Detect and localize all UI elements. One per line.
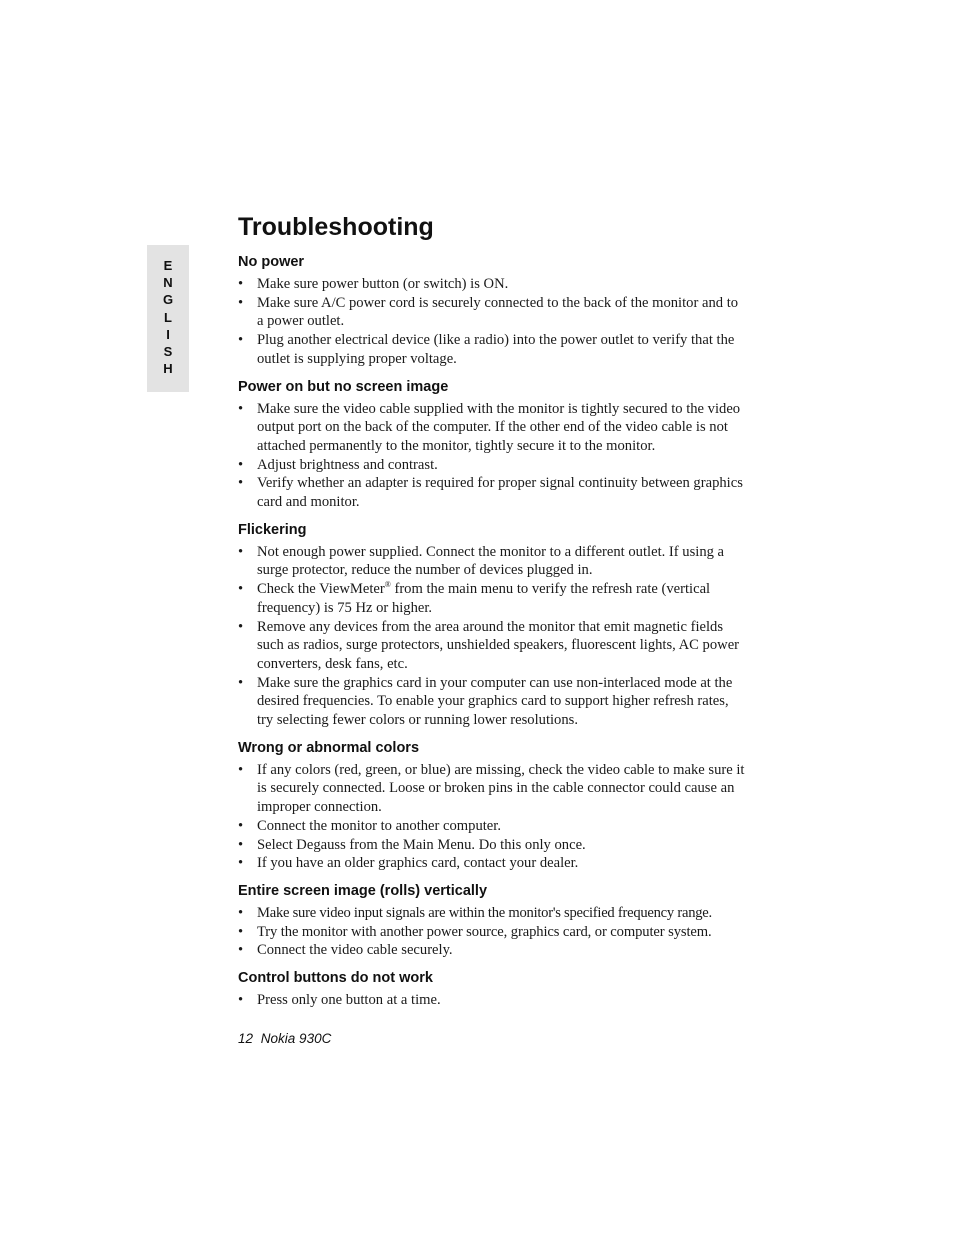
list-item: • Connect the video cable securely. — [238, 941, 748, 960]
bullet-list — [238, 991, 748, 1010]
language-letter: G — [162, 292, 174, 308]
section-heading: Flickering — [238, 521, 307, 538]
registered-mark: ® — [384, 580, 391, 590]
list-item: • Make sure power button (or switch) is ON. — [238, 275, 748, 294]
language-tab — [147, 245, 189, 392]
list-item: • If any colors (red, green, or blue) are missing, check the video cable to make sure it is securely connected. Loose or broken pins in the cable connector could cause an improper connection. — [238, 761, 748, 817]
section-heading: Power on but no screen image — [238, 378, 449, 395]
bullet-list — [238, 543, 748, 730]
product-name: Nokia 930C — [260, 1031, 332, 1046]
list-item: • Try the monitor with another power source, graphics card, or computer system. — [238, 923, 748, 942]
language-letter: S — [163, 344, 173, 360]
list-item: • Select Degauss from the Main Menu. Do this only once. — [238, 836, 748, 855]
language-letter: I — [166, 326, 170, 342]
list-item: • Verify whether an adapter is required for proper signal continuity between graphics card and monitor. — [238, 474, 748, 511]
language-letter: H — [163, 361, 173, 377]
list-item: • Make sure A/C power cord is securely connected to the back of the monitor and to a power outlet. — [238, 294, 748, 331]
language-letter: E — [163, 258, 173, 273]
section-flickering — [238, 521, 748, 730]
bullet-list — [238, 761, 748, 873]
bullet-list — [238, 904, 748, 960]
list-item: • Adjust brightness and contrast. — [238, 456, 748, 475]
list-item: • Make sure the graphics card in your computer can use non-interlaced mode at the desired frequencies. To enable your graphics card to support higher refresh rates, try selecting fewer colors or running lower resolutions. — [238, 674, 748, 730]
page-number: 12 — [238, 1031, 254, 1046]
section-wrong-colors — [238, 739, 748, 873]
list-item: • Plug another electrical device (like a radio) into the power outlet to verify that the outlet is supplying proper voltage. — [238, 331, 748, 368]
list-item — [238, 580, 748, 617]
section-no-power — [238, 253, 748, 369]
language-letter: L — [164, 309, 172, 325]
language-letter: N — [163, 275, 173, 291]
section-power-on-no-image — [238, 378, 748, 512]
list-item: • If you have an older graphics card, contact your dealer. — [238, 854, 748, 873]
list-item-text: Check the ViewMeter — [257, 581, 385, 598]
page-title: Troubleshooting — [238, 213, 434, 241]
list-item: • Not enough power supplied. Connect the monitor to a different outlet. If using a surge protector, reduce the number of devices plugged in. — [238, 543, 748, 580]
page-footer — [238, 1031, 335, 1046]
list-item: • Press only one button at a time. — [238, 991, 748, 1010]
section-heading: No power — [238, 254, 305, 270]
page-content — [238, 211, 748, 1019]
list-item: • Make sure video input signals are within the monitor's specified frequency range. — [238, 904, 748, 923]
list-item: • Connect the monitor to another computer. — [238, 817, 748, 836]
section-screen-rolls — [238, 882, 748, 960]
list-item: • Remove any devices from the area around the monitor that emit magnetic fields such as radios, surge protectors, unshielded speakers, fluorescent lights, AC power converters, desk fans, etc. — [238, 618, 748, 674]
bullet-list — [238, 400, 748, 512]
section-heading: Wrong or abnormal colors — [238, 739, 420, 756]
section-heading: Control buttons do not work — [238, 970, 433, 987]
section-control-buttons — [238, 969, 748, 1010]
bullet-list — [238, 275, 748, 369]
list-item: • Make sure the video cable supplied with the monitor is tightly secured to the video output port on the back of the computer. If the other end of the video cable is not attached permanently to the monitor, tightly secure it to the monitor. — [238, 400, 748, 456]
list-item-text: from the main menu to verify the refresh rate (vertical frequency) is 75 Hz or higher. — [257, 581, 711, 616]
section-heading: Entire screen image (rolls) vertically — [238, 882, 488, 899]
